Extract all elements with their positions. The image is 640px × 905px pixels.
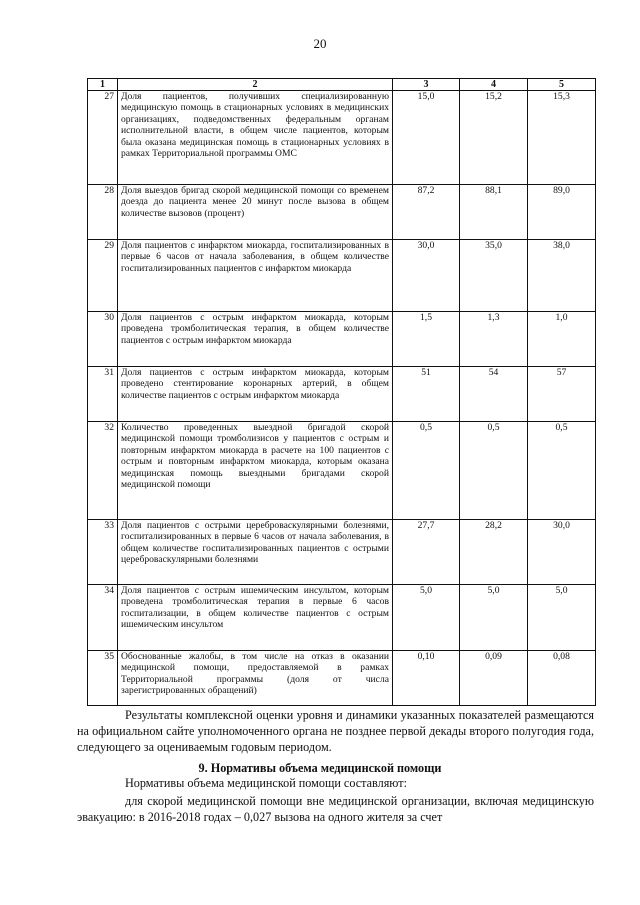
- value-col-4: 1,3: [460, 312, 528, 367]
- value-col-3: 1,5: [393, 312, 460, 367]
- normatives-intro-paragraph: Нормативы объема медицинской помощи составляют:: [125, 776, 407, 790]
- table-row: [88, 185, 596, 240]
- value-col-4: 54: [460, 367, 528, 422]
- indicator-description: Обоснованные жалобы, в том числе на отказ в оказании медицинской помощи, предоставляемой в рамках Территориальной программы (доля от числа зарегистрированных обращений): [118, 651, 393, 706]
- indicator-description: Доля пациентов, получивших специализированную медицинскую помощь в стационарных условиях в медицинских организациях, подведомственных федеральным органам исполнительной власти, в общем числе пациентов, которым была оказана медицинская помощь в стационарных условиях в рамках Территориальной программы ОМС: [118, 91, 393, 185]
- row-number: 32: [88, 422, 118, 520]
- indicator-description: Количество проведенных выездной бригадой скорой медицинской помощи тромболизисов у пациентов с острым и повторным инфарктом миокарда в расчете на 100 пациентов с острым и повторным инфарктом миокарда, которым оказана медицинская помощь выездными бригадами скорой медицинской помощи: [118, 422, 393, 520]
- value-col-3: 15,0: [393, 91, 460, 185]
- value-col-3: 5,0: [393, 585, 460, 651]
- table-row: [88, 312, 596, 367]
- header-col-2: 2: [118, 79, 393, 91]
- table-row: [88, 240, 596, 312]
- table-row: [88, 91, 596, 185]
- value-col-3: 27,7: [393, 520, 460, 585]
- value-col-3: 30,0: [393, 240, 460, 312]
- value-col-3: 0,5: [393, 422, 460, 520]
- row-number: 34: [88, 585, 118, 651]
- value-col-5: 0,5: [528, 422, 596, 520]
- section-heading: 9. Нормативы объема медицинской помощи: [198, 761, 442, 775]
- row-number: 30: [88, 312, 118, 367]
- row-number: 29: [88, 240, 118, 312]
- indicator-description: Доля выездов бригад скорой медицинской помощи со временем доезда до пациента менее 20 минут после вызова в общем количестве вызовов (процент): [118, 185, 393, 240]
- value-col-5: 30,0: [528, 520, 596, 585]
- indicators-table: [87, 78, 596, 706]
- indicator-description: Доля пациентов с острым инфарктом миокарда, которым проведена тромболитическая терапия, в общем количестве пациентов с острым инфарктом миокарда: [118, 312, 393, 367]
- row-number: 33: [88, 520, 118, 585]
- value-col-3: 0,10: [393, 651, 460, 706]
- value-col-4: 0,5: [460, 422, 528, 520]
- results-paragraph: Результаты комплексной оценки уровня и динамики указанных показателей размещаются на официальном сайте уполномоченного органа не позднее первой декады второго полугодия года, следующего за оцениваемым годовым периодом.: [77, 708, 594, 754]
- header-col-4: 4: [460, 79, 528, 91]
- value-col-4: 0,09: [460, 651, 528, 706]
- value-col-5: 89,0: [528, 185, 596, 240]
- value-col-4: 15,2: [460, 91, 528, 185]
- table-row: [88, 520, 596, 585]
- header-col-5: 5: [528, 79, 596, 91]
- page-number: 20: [313, 36, 327, 51]
- header-col-3: 3: [393, 79, 460, 91]
- indicator-description: Доля пациентов с инфарктом миокарда, госпитализированных в первые 6 часов от начала заболевания, в общем количестве госпитализированных пациентов с инфарктом миокарда: [118, 240, 393, 312]
- table-header-row: [88, 79, 596, 91]
- value-col-5: 57: [528, 367, 596, 422]
- row-number: 31: [88, 367, 118, 422]
- row-number: 27: [88, 91, 118, 185]
- value-col-4: 5,0: [460, 585, 528, 651]
- value-col-5: 0,08: [528, 651, 596, 706]
- indicator-description: Доля пациентов с острыми цереброваскулярными болезнями, госпитализированных в первые 6 часов от начала заболевания, в общем количестве госпитализированных пациентов с острыми цереброваскулярными болезнями: [118, 520, 393, 585]
- row-number: 35: [88, 651, 118, 706]
- value-col-3: 87,2: [393, 185, 460, 240]
- value-col-4: 35,0: [460, 240, 528, 312]
- value-col-4: 28,2: [460, 520, 528, 585]
- value-col-5: 1,0: [528, 312, 596, 367]
- header-col-1: 1: [88, 79, 118, 91]
- value-col-5: 38,0: [528, 240, 596, 312]
- table-row: [88, 422, 596, 520]
- value-col-5: 15,3: [528, 91, 596, 185]
- table-row: [88, 585, 596, 651]
- indicator-description: Доля пациентов с острым ишемическим инсультом, которым проведена тромболитическая терапия в первые 6 часов госпитализации, в общем количестве пациентов с острым ишемическим инсультом: [118, 585, 393, 651]
- indicator-description: Доля пациентов с острым инфарктом миокарда, которым проведено стентирование коронарных артерий, в общем количестве пациентов с острым инфарктом миокарда: [118, 367, 393, 422]
- value-col-4: 88,1: [460, 185, 528, 240]
- row-number: 28: [88, 185, 118, 240]
- ambulance-normative-paragraph: для скорой медицинской помощи вне медицинской организации, включая медицинскую эвакуацию: в 2016-2018 годах – 0,027 вызова на одного жителя за счет: [77, 794, 594, 824]
- table-row: [88, 367, 596, 422]
- value-col-5: 5,0: [528, 585, 596, 651]
- value-col-3: 51: [393, 367, 460, 422]
- table-row: [88, 651, 596, 706]
